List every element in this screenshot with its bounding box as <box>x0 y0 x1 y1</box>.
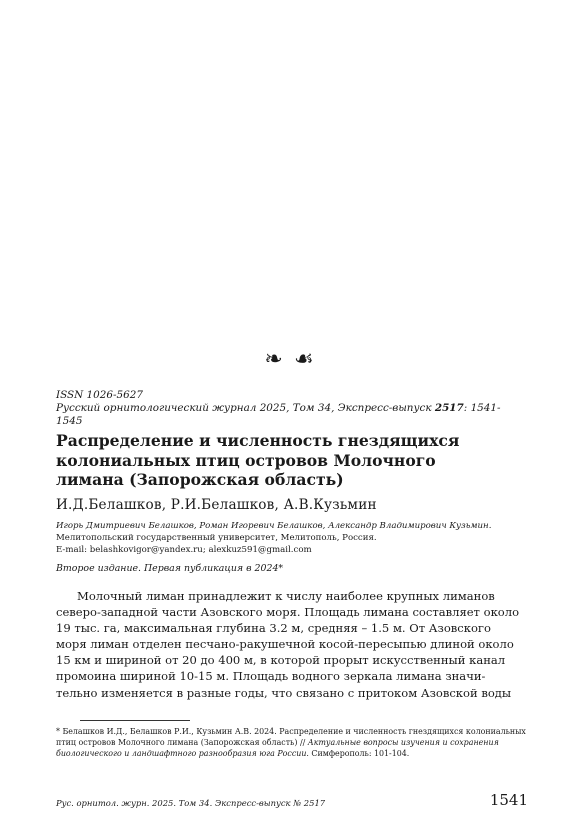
article-title <box>56 431 526 490</box>
running-footer: Рус. орнитол. журн. 2025. Том 34. Экспресс-выпуск № 2517 <box>56 798 326 808</box>
email: E-mail: belashkovigor@yandex.ru; alexkuz591@gmail.com <box>56 545 312 555</box>
author-full-names: Игорь Дмитриевич Белашков, Роман Игоревич Белашков, Александр Владимирович Кузьмин. <box>56 521 492 531</box>
title-line: лимана (Запорожская область) <box>56 470 344 489</box>
footnote: * Белашков И.Д., Белашков Р.И., Кузьмин А.В. 2024. Распределение и численность гнездящихся колониальных птиц островов Молочного лимана (Запорожская область) // Актуальные вопросы изучения и сохранения биологического и ландшафтного разнообразия юга России. Симферополь: 101-104. <box>56 727 526 758</box>
authors: И.Д.Белашков, Р.И.Белашков, А.В.Кузьмин <box>56 497 377 513</box>
edition-note: Второе издание. Первая публикация в 2024* <box>56 563 284 574</box>
journal-issue: 2517 <box>434 402 464 414</box>
title-line: Распределение и численность гнездящихся <box>56 431 460 450</box>
body-paragraph <box>56 588 526 701</box>
journal-line <box>56 402 526 428</box>
body-line: 15 км и шириной от 20 до 400 м, в которой прорыт искусственный канал <box>56 653 506 668</box>
body-line: промоина шириной 10-15 м. Площадь водного зеркала лимана значи- <box>56 669 486 684</box>
journal-line-prefix: Русский орнитологический журнал 2025, Том 34, Экспресс-выпуск <box>56 402 435 414</box>
footnote-rule <box>80 720 190 721</box>
body-line: тельно изменяется в разные годы, что связано с притоком Азовской воды <box>56 685 512 700</box>
page-number: 1541 <box>489 791 528 809</box>
issn: ISSN 1026-5627 <box>56 389 143 401</box>
institution: Мелитопольский государственный университет, Мелитополь, Россия. <box>56 533 377 543</box>
ornament: ❧ ☙ <box>264 347 316 372</box>
body-line: моря лиман отделен песчано-ракушечной косой-пересыпью длиной около <box>56 637 514 652</box>
body-line: 19 тыс. га, максимальная глубина 3.2 м, средняя – 1.5 м. От Азовского <box>56 621 491 636</box>
body-line: северо-западной части Азовского моря. Площадь лимана составляет около <box>56 605 520 620</box>
title-line: колониальных птиц островов Молочного <box>56 450 436 470</box>
body-line: Молочный лиман принадлежит к числу наиболее крупных лиманов <box>77 589 495 603</box>
journal-pages: : 1541-1545 <box>56 402 501 427</box>
footnote-source: Актуальные вопросы изучения и сохранения биологического и ландшафтного разнообразия юга России <box>56 737 499 758</box>
